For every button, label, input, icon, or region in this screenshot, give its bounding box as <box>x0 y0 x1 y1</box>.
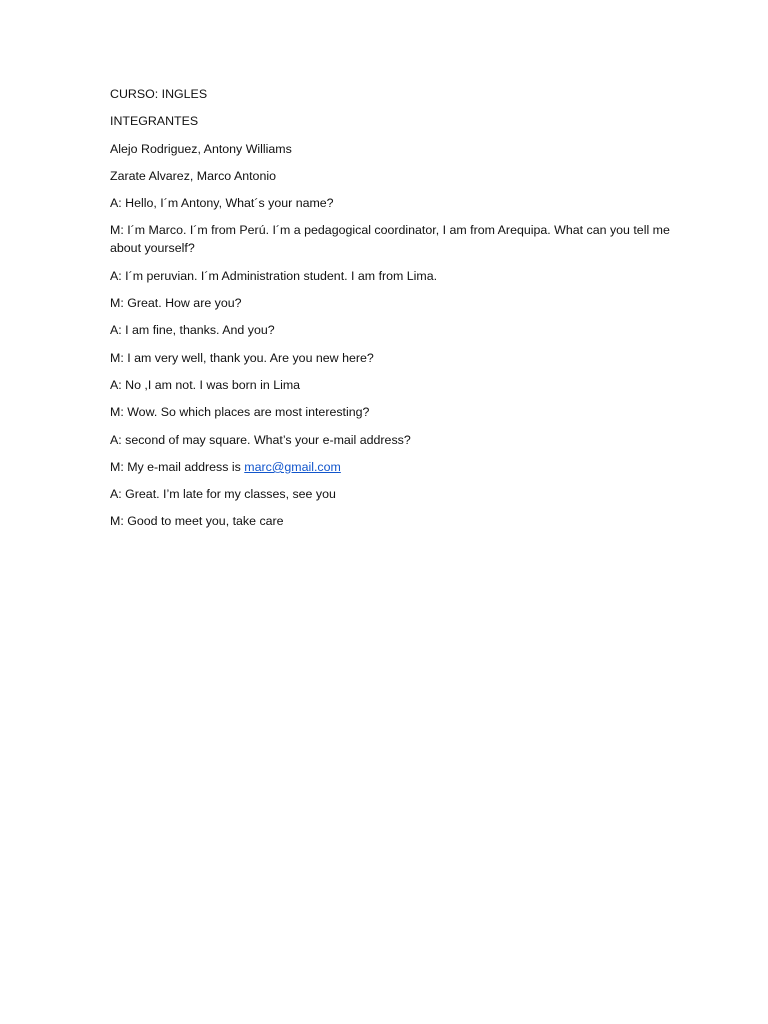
dialogue-line-3: A: I´m peruvian. I´m Administration student. I am from Lima. <box>110 268 438 283</box>
dialogue-line-10 <box>110 458 670 476</box>
course-title: CURSO: INGLES <box>110 87 208 101</box>
dialogue-line-8: M: Wow. So which places are most interesting? <box>110 405 370 420</box>
members-heading: INTEGRANTES <box>110 114 199 129</box>
dialogue-line-1: A: Hello, I´m Antony, What´s your name? <box>110 196 334 211</box>
dialogue-line-5: A: I am fine, thanks. And you? <box>110 323 275 338</box>
dialogue-line-9: A: second of may square. What’s your e-mail address? <box>110 432 411 447</box>
dialogue-line-7: A: No ,I am not. I was born in Lima <box>110 377 301 392</box>
email-link[interactable]: marc@gmail.com <box>244 459 341 474</box>
dialogue-line-6: M: I am very well, thank you. Are you new here? <box>110 350 374 365</box>
document-body <box>110 85 670 540</box>
dialogue-line-12: M: Good to meet you, take care <box>110 514 284 529</box>
dialogue-line-11: A: Great. I’m late for my classes, see you <box>110 487 336 502</box>
dialogue-line-10-text: M: My e-mail address is <box>110 459 245 474</box>
member-1: Alejo Rodriguez, Antony Williams <box>110 141 292 156</box>
dialogue-line-4: M: Great. How are you? <box>110 296 242 311</box>
member-2: Zarate Alvarez, Marco Antonio <box>110 168 276 183</box>
dialogue-line-2: M: I´m Marco. I´m from Perú. I´m a pedagogical coordinator, I am from Arequipa. What can you tell me about yourself? <box>110 223 670 256</box>
